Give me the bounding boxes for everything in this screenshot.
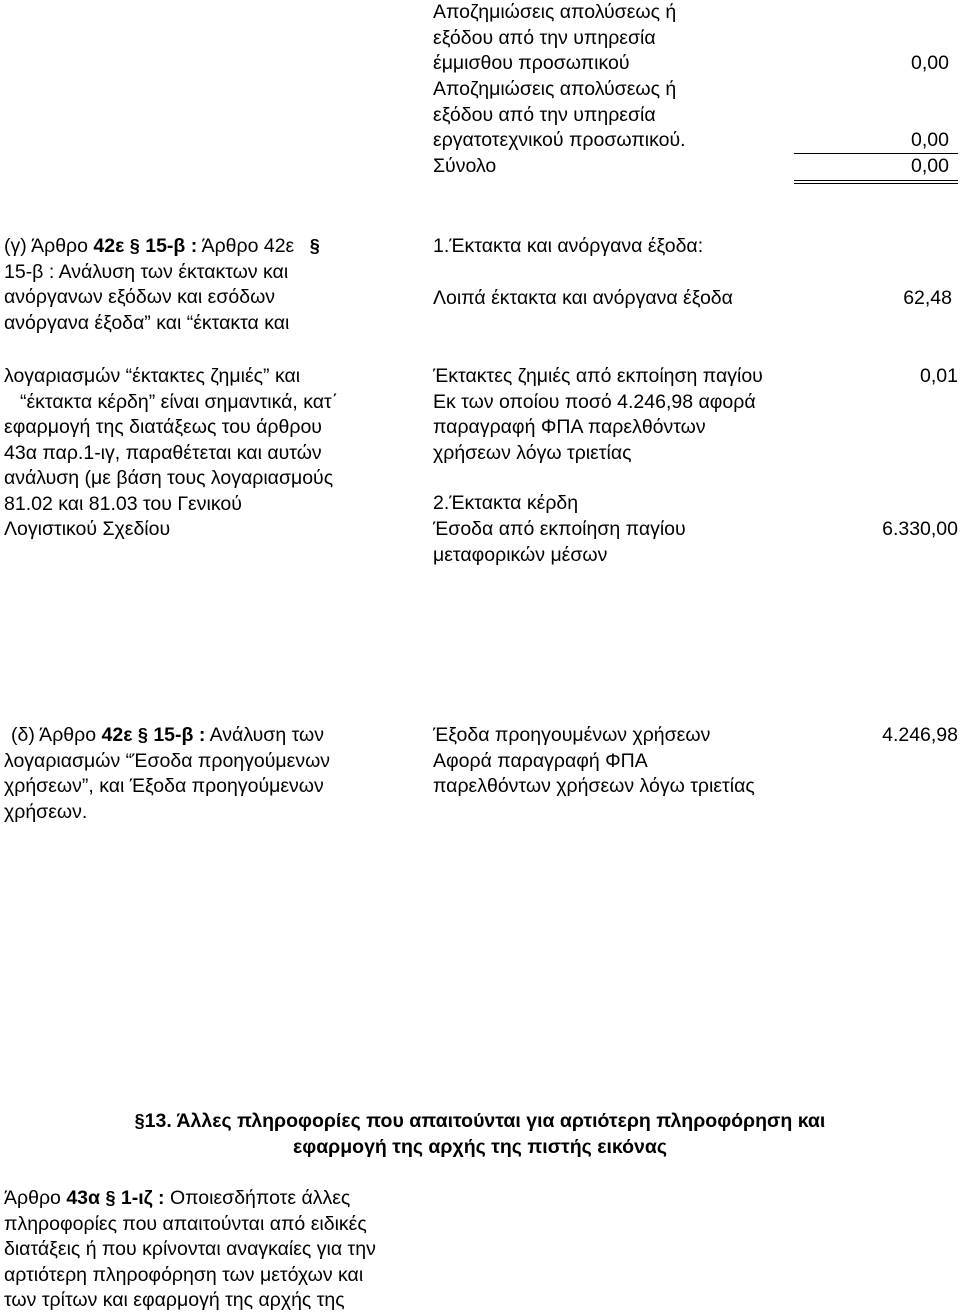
top-table-total-label: Σύνολο [433, 155, 497, 177]
text-line: λογαριασμών “έκτακτες ζημιές” και [4, 365, 301, 387]
text-line: Εκ των οποίου ποσό 4.246,98 αφορά [433, 390, 756, 413]
asset-sale-income-label [433, 517, 686, 568]
section-13-heading-line-1 [0, 1109, 960, 1135]
text-line: εργατοτεχνικού προσωπικού. [433, 129, 686, 151]
prior-year-expenses-value: 4.246,98 [882, 724, 958, 746]
text: Άρθρο [4, 1187, 61, 1209]
section-13-heading [0, 1109, 960, 1160]
text-line: Αποζημιώσεις απολύσεως ή [433, 78, 677, 100]
text-line: ανόργανα έξοδα” και “έκτακτα και [4, 311, 290, 334]
section-13-paragraph-first-line [4, 1186, 376, 1212]
text-line: 81.02 και 81.03 του Γενικού [4, 492, 242, 515]
top-table-row-2-value: 0,00 [911, 129, 949, 151]
section-g-first-line [4, 234, 320, 260]
text: Ανάλυση των [209, 724, 324, 746]
section-sign-icon: § [309, 236, 320, 256]
text-line: εξόδου από την υπηρεσία [433, 26, 656, 49]
text-line: πληροφορίες που απαιτούνται από ειδικές [4, 1212, 367, 1235]
text-line: ανάλυση (με βάση τους λογαριασμούς [4, 467, 334, 489]
section-sign-icon: § [105, 1188, 116, 1208]
text-line: παραγραφή ΦΠΑ παρελθόντων [433, 416, 706, 438]
text-line: Έξοδα προηγουμένων χρήσεων [433, 724, 711, 746]
extraordinary-losses-value: 0,01 [920, 365, 958, 387]
text-line: Αποζημιώσεις απολύσεως ή [433, 1, 677, 23]
text-line: Λογιστικού Σχεδίου [4, 518, 171, 540]
text-line: έμμισθου προσωπικού [433, 52, 630, 74]
extraordinary-expenses-heading: 1.Έκτακτα και ανόργανα έξοδα: [433, 235, 704, 257]
extraordinary-losses-label [433, 364, 763, 466]
section-d-left-text [4, 723, 330, 825]
text-line: 43α παρ.1-ιγ, παραθέτεται και αυτών [4, 441, 322, 464]
top-table-row-2-label [433, 77, 686, 154]
paragraph-number: 15-β : [153, 724, 206, 746]
asset-sale-income-value: 6.330,00 [882, 518, 958, 540]
text-line: παρελθόντων χρήσεων λόγω τριετίας [433, 775, 755, 797]
top-table-row-1-label [433, 0, 676, 77]
total-rule-top [794, 180, 958, 181]
text-line: εξόδου από την υπηρεσία [433, 103, 656, 126]
article-number: 42ε [101, 724, 133, 746]
section-g-left-text-continued [4, 364, 338, 543]
text-line: των τρίτων και εφαρμογή της αρχής της [4, 1289, 345, 1311]
top-table-row-1-value: 0,00 [911, 52, 949, 74]
text-line: διατάξεις ή που κρίνονται αναγκαίες για την [4, 1238, 376, 1260]
text: (δ) Άρθρο [11, 724, 97, 746]
text: Οποιεσδήποτε άλλες [169, 1187, 351, 1209]
text-line: “έκτακτα κέρδη” είναι σημαντικά, κατ΄ [20, 390, 339, 413]
text-line: λογαριασμών “Έσοδα προηγούμενων [4, 749, 331, 772]
text-line: Έκτακτες ζημιές από εκποίηση παγίου [433, 365, 763, 387]
text: (γ) Άρθρο [4, 235, 88, 257]
section-sign-icon: § [134, 1111, 145, 1131]
text-line: μεταφορικών μέσων [433, 543, 608, 566]
article-number: 42ε [93, 235, 125, 257]
text-line: Αφορά παραγραφή ΦΠΑ [433, 749, 648, 772]
prior-year-expenses-label [433, 723, 755, 800]
text-line: 15-β : Ανάλυση των έκτακτων και [4, 260, 289, 283]
text-line: χρήσεων λόγω τριετίας [433, 441, 632, 464]
section-sign-icon: § [129, 236, 140, 256]
extraordinary-profits-heading: 2.Έκτακτα κέρδη [433, 492, 579, 514]
paragraph-number: 1-ιζ : [120, 1187, 165, 1209]
article-number: 43α [66, 1187, 101, 1209]
total-rule-bottom [794, 183, 958, 184]
other-expenses-label: Λοιπά έκτακτα και ανόργανα έξοδα [433, 287, 733, 309]
section-g-left-text [4, 234, 320, 336]
text-line: Έσοδα από εκποίηση παγίου [433, 518, 686, 540]
text-line: ανόργανων εξόδων και εσόδων [4, 286, 276, 308]
text: 13. Άλλες πληροφορίες που απαιτούνται για αρτιότερη πληροφόρηση και [144, 1110, 826, 1132]
other-expenses-value: 62,48 [903, 287, 952, 309]
section-sign-icon: § [137, 725, 148, 745]
text-line: χρήσεων”, και Έξοδα προηγούμενων [4, 775, 324, 797]
top-table-total-value: 0,00 [911, 155, 949, 177]
section-13-paragraph [4, 1186, 376, 1314]
section-13-heading-line-2: εφαρμογή της αρχής της πιστής εικόνας [292, 1135, 667, 1158]
text-line: αρτιότερη πληροφόρηση των μετόχων και [4, 1263, 364, 1286]
text: Άρθρο 42ε [201, 235, 295, 257]
paragraph-number: 15-β : [145, 235, 198, 257]
text-line: χρήσεων. [4, 800, 88, 823]
text-line: εφαρμογή της διατάξεως του άρθρου [4, 416, 322, 438]
section-d-first-line [4, 723, 330, 749]
